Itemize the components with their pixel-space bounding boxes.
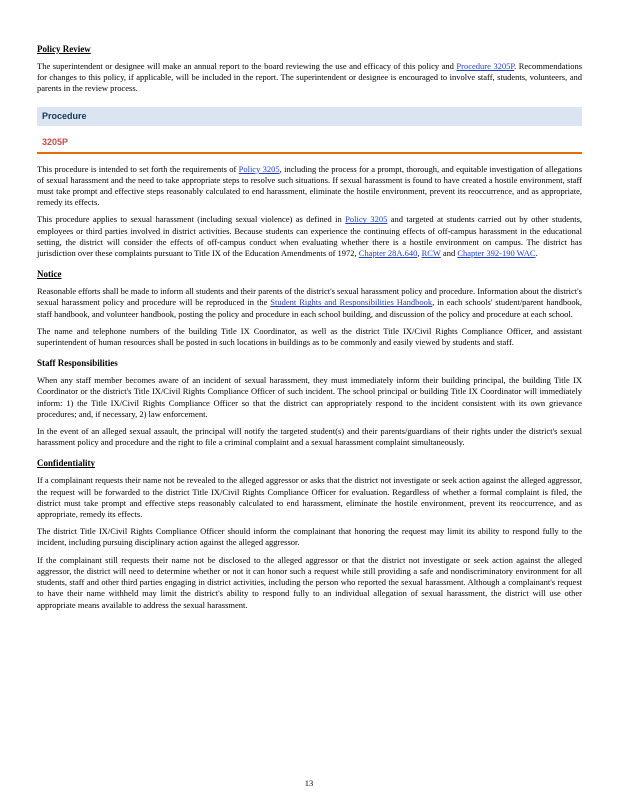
procedure-3205p-link[interactable]: Procedure 3205P [456, 61, 515, 71]
notice-paragraph-2: The name and telephone numbers of the building Title IX Coordinator, as well as the district Title IX/Civil Rights Compliance Officer, and assistant superintendent of human resources shall be posted in such locations in buildings as to be commonly and easily viewed by students and staff. [37, 325, 582, 348]
staff-paragraph-1: When any staff member becomes aware of an incident of sexual harassment, they must immediately inform their building principal, the building Title IX Coordinator or the district's Title IX/Civil Rights Compliance Officer of such incident. The school principal or building Title IX Coordinator will immediately inform: 1) the Title IX/Civil Rights Compliance Officer so that the district can appropriately respond to the incident consistent with its own grievance procedures; and, if necessary, 2) law enforcement. [37, 375, 582, 419]
confidentiality-heading: Confidentiality [37, 458, 96, 469]
policy-3205-link[interactable]: Policy 3205 [238, 163, 280, 174]
text-run: , [417, 248, 422, 259]
text-run: Reasonable efforts shall be made to inform all students and their parents of the district's sexual harassment policy and procedure. Information about the district's sexual harassment policy and procedure will be reproduced in the [37, 286, 582, 308]
chapter-28a640-link[interactable]: Chapter 28A.640 [358, 248, 418, 259]
confidentiality-paragraph-1: If a complainant requests their name not be revealed to the alleged aggressor or asks that the district not investigate or seek action against the alleged aggressor, the request will be forwarded to the district Title IX/Civil Rights Compliance Officer for evaluation. Regardless of whether a formal complaint is filed, the district must take prompt and effective steps reasonably calculated to end harassment, eliminate the hostile environment, prevent its reoccurrence, and as appropriate, remedy its effects. [37, 475, 582, 520]
policy-3205-link[interactable]: Policy 3205 [345, 214, 388, 225]
procedure-header-bar: Procedure [37, 107, 582, 126]
notice-heading: Notice [37, 269, 62, 280]
staff-paragraph-2: In the event of an alleged sexual assault, the principal will notify the targeted student(s) and their parents/guardians of their rights under the district's sexual harassment policy and procedure and the right to file a criminal complaint and a sexual harassment complaint simultaneously. [37, 426, 582, 448]
intro-paragraph-1 [37, 164, 582, 209]
intro-paragraph-2 [37, 214, 582, 259]
text-run: This procedure applies to sexual harassment (including sexual violence) as defined in [37, 214, 346, 225]
confidentiality-paragraph-2: The district Title IX/Civil Rights Compliance Officer should inform the complainant that honoring the request may limit its ability to respond fully to the incident, including pursuing disciplinary action against the alleged aggressor. [37, 526, 582, 548]
text-run: The superintendent or designee will make an annual report to the board reviewing the use and efficacy of this policy and [37, 61, 457, 71]
policy-review-paragraph [37, 61, 582, 95]
text-run: . Recommendations for changes to this policy, if applicable, will be included in the report. The superintendent or designee is encouraged to involve staff, students, volunteers, and parents in the review process. [37, 61, 583, 94]
policy-review-heading: Policy Review [37, 44, 91, 54]
text-run: . [535, 248, 538, 259]
page-number: 13 [304, 778, 314, 788]
confidentiality-paragraph-3: If the complainant still requests their name not be disclosed to the alleged aggressor or that the district not investigate or seek action against the alleged aggressor, the district will need to determine whether or not it can honor such a request while still providing a safe and nondiscriminatory environment for all students, staff and other third parties engaging in district activities, including the person who reported the sexual harassment. Although a complainant's request to have their name withheld may limit the district's ability to respond fully to an individual allegation of sexual harassment, the district will use other appropriate means available to address the sexual harassment. [37, 554, 582, 610]
text-run: and [440, 248, 458, 259]
student-handbook-link[interactable]: Student Rights and Responsibilities Handbook [270, 297, 433, 308]
document-page [37, 44, 582, 617]
staff-responsibilities-heading: Staff Responsibilities [37, 358, 118, 369]
notice-paragraph-1 [37, 286, 582, 320]
rcw-link[interactable]: RCW [421, 248, 441, 259]
section-divider [37, 152, 582, 154]
procedure-number: 3205P [42, 136, 69, 147]
text-run: and targeted at students carried out by other students, employees or third parties involved in district activities. Because students can experience the continuing effects of off-campus harassment in the educational setting, the district will consider the effects of off-campus conduct when evaluating whether there is a hostile environment on campus. The district has jurisdiction over these complaints pursuant to Title IX of the Education Amendments of 1972, [37, 214, 583, 259]
text-run: This procedure is intended to set forth the requirements of [37, 163, 239, 174]
text-run: , in each schools' student/parent handbook, staff handbook, and volunteer handbook, posting the policy and procedure in each school building, and discussion of the policy and procedure at each school. [37, 297, 582, 319]
chapter-392-190-wac-link[interactable]: Chapter 392-190 WAC [457, 248, 536, 259]
text-run: , including the process for a prompt, thorough, and equitable investigation of allegations of sexual harassment and the need to take appropriate steps to resolve such situations. If sexual harassment is found to have created a hostile environment, staff must take prompt and effective steps reasonably calculated to end harassment, eliminate the hostile environment, prevent its reoccurrence, and as appropriate, remedy its effects. [37, 163, 582, 208]
